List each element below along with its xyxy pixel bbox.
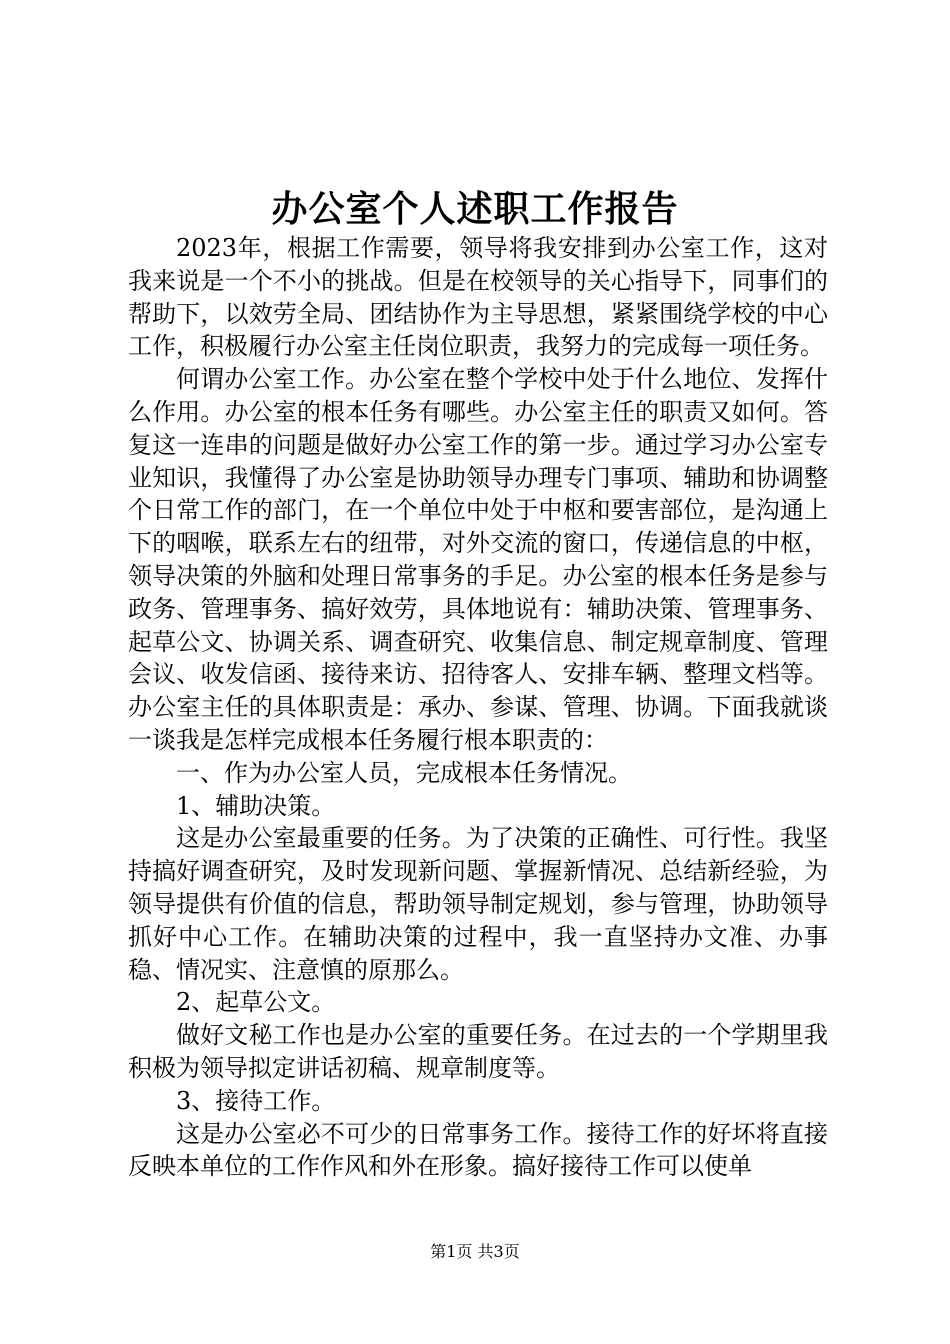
page-number-footer: 第1页 共3页: [430, 1242, 520, 1261]
subheading-drafting: 2、起草公文。: [176, 988, 336, 1017]
document-body: [128, 232, 828, 1183]
subheading-reception: 3、接待工作。: [176, 1086, 336, 1115]
subheading-decision-support: 1、辅助决策。: [176, 791, 336, 820]
paragraph-decision-support: 这是办公室最重要的任务。为了决策的正确性、可行性。我坚持搞好调查研究，及时发现新问题、掌握新情况、总结新经验，为领导提供有价值的信息，帮助领导制定规划，参与管理，协助领导抓好中心工作。在辅助决策的过程中，我一直坚持办文准、办事稳、情况实、注意慎的原那么。: [128, 824, 828, 984]
document-title: 办公室个人述职工作报告: [271, 188, 679, 230]
section-heading-1: 一、作为办公室人员，完成根本任务情况。: [176, 758, 632, 787]
paragraph-reception: 这是办公室必不可少的日常事务工作。接待工作的好坏将直接反映本单位的工作作风和外在形象。搞好接待工作可以使单: [128, 1119, 828, 1181]
paragraph-drafting: 做好文秘工作也是办公室的重要任务。在过去的一个学期里我积极为领导拟定讲话初稿、规章制度等。: [128, 1021, 828, 1082]
paragraph-intro: 2023年，根据工作需要，领导将我安排到办公室工作，这对我来说是一个不小的挑战。但是在校领导的关心指导下，同事们的帮助下，以效劳全局、团结协作为主导思想，紧紧围绕学校的中心工作，积极履行办公室主任岗位职责，我努力的完成每一项任务。: [128, 234, 828, 361]
paragraph-office-role: 何谓办公室工作。办公室在整个学校中处于什么地位、发挥什么作用。办公室的根本任务有哪些。办公室主任的职责又如何。答复这一连串的问题是做好办公室工作的第一步。通过学习办公室专业知识，我懂得了办公室是协助领导办理专门事项、辅助和协调整个日常工作的部门，在一个单位中处于中枢和要害部位，是沟通上下的咽喉，联系左右的纽带，对外交流的窗口，传递信息的中枢，领导决策的外脑和处理日常事务的手足。办公室的根本任务是参与政务、管理事务、搞好效劳，具体地说有：辅助决策、管理事务、起草公文、协调关系、调查研究、收集信息、制定规章制度、管理会议、收发信函、接待来访、招待客人、安排车辆、整理文档等。办公室主任的具体职责是：承办、参谋、管理、协调。下面我就谈一谈我是怎样完成根本任务履行根本职责的：: [128, 365, 828, 754]
